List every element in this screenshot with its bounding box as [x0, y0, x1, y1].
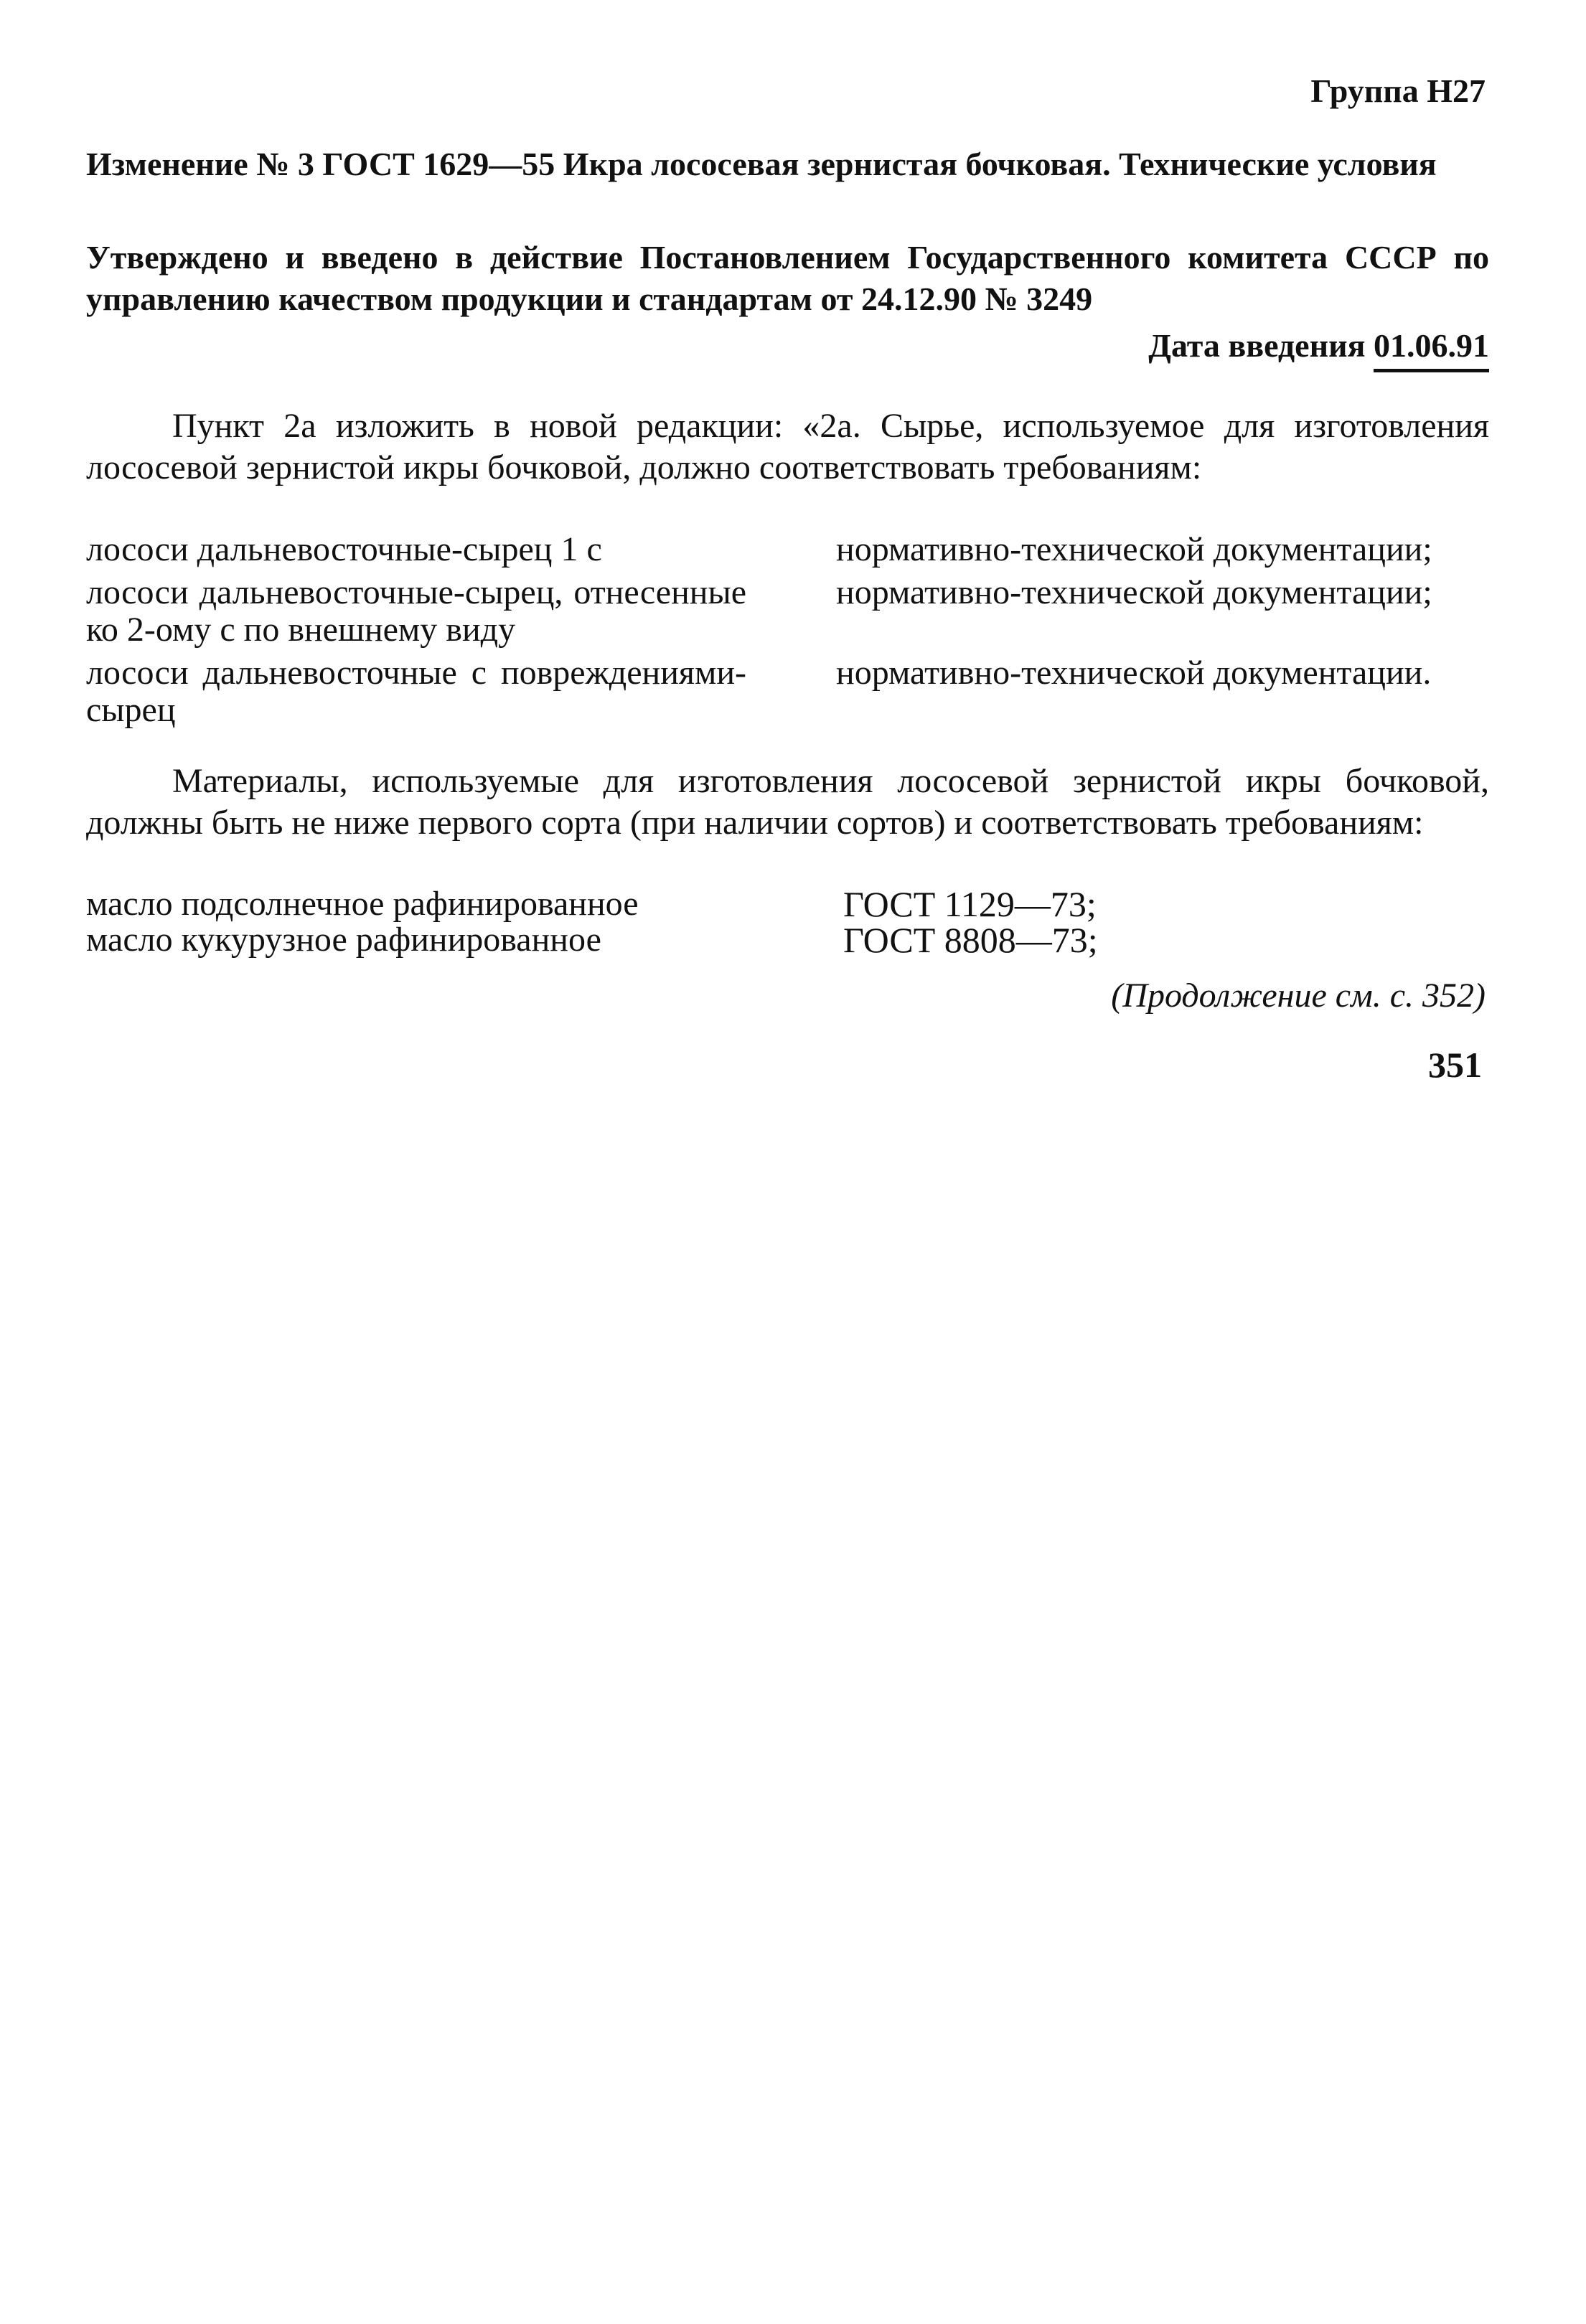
raw-materials-list — [86, 531, 1489, 735]
raw-material-requirement: нормативно-технической документации; — [836, 530, 1432, 568]
effective-date-value: 01.06.91 — [1374, 326, 1489, 372]
list-item — [86, 531, 1489, 568]
paragraph-materials: Материалы, используемые для изготовления лососевой зернистой икры бочковой, должны быть не ниже первого сорта (при наличии сортов) и соответствовать требованиям: — [86, 762, 1489, 842]
approval-statement: Утверждено и введено в действие Постановлением Государственного комитета СССР по управлению качеством продукции и стандартам от 24.12.90 № 3249 — [86, 239, 1489, 317]
material-name: масло кукурузное рафинированное — [86, 921, 601, 959]
effective-date — [1148, 326, 1489, 372]
raw-material-name: лососи дальневосточные-сырец, отнесенные ко 2-ому с по внешнему виду — [86, 573, 746, 649]
effective-date-label: Дата введения — [1148, 327, 1366, 364]
list-item — [86, 654, 1489, 729]
document-title: Изменение № 3 ГОСТ 1629—55 Икра лососевая зернистая бочковая. Технические условия — [86, 146, 1437, 182]
raw-material-name: лососи дальневосточные-сырец 1 с — [86, 530, 602, 568]
raw-material-requirement: нормативно-технической документации. — [836, 654, 1432, 692]
continuation-note: (Продолжение см. с. 352) — [1111, 977, 1486, 1015]
raw-material-requirement: нормативно-технической документации; — [836, 573, 1432, 611]
group-code: Группа Н27 — [1310, 72, 1486, 109]
material-name: масло подсолнечное рафинированное — [86, 885, 639, 923]
page-number: 351 — [1428, 1045, 1482, 1085]
material-standard: ГОСТ 1129—73; — [843, 884, 1097, 924]
list-item — [86, 574, 1489, 649]
material-standard: ГОСТ 8808—73; — [843, 920, 1098, 960]
raw-material-name: лососи дальневосточные с повреждениями-сырец — [86, 654, 746, 729]
list-item — [86, 922, 1489, 958]
paragraph-raw-materials: Пункт 2а изложить в новой редакции: «2а. Сырье, используемое для изготовления лососевой зернистой икры бочковой, должно соответствовать требованиям: — [86, 407, 1489, 486]
materials-list — [86, 886, 1489, 958]
list-item — [86, 886, 1489, 922]
